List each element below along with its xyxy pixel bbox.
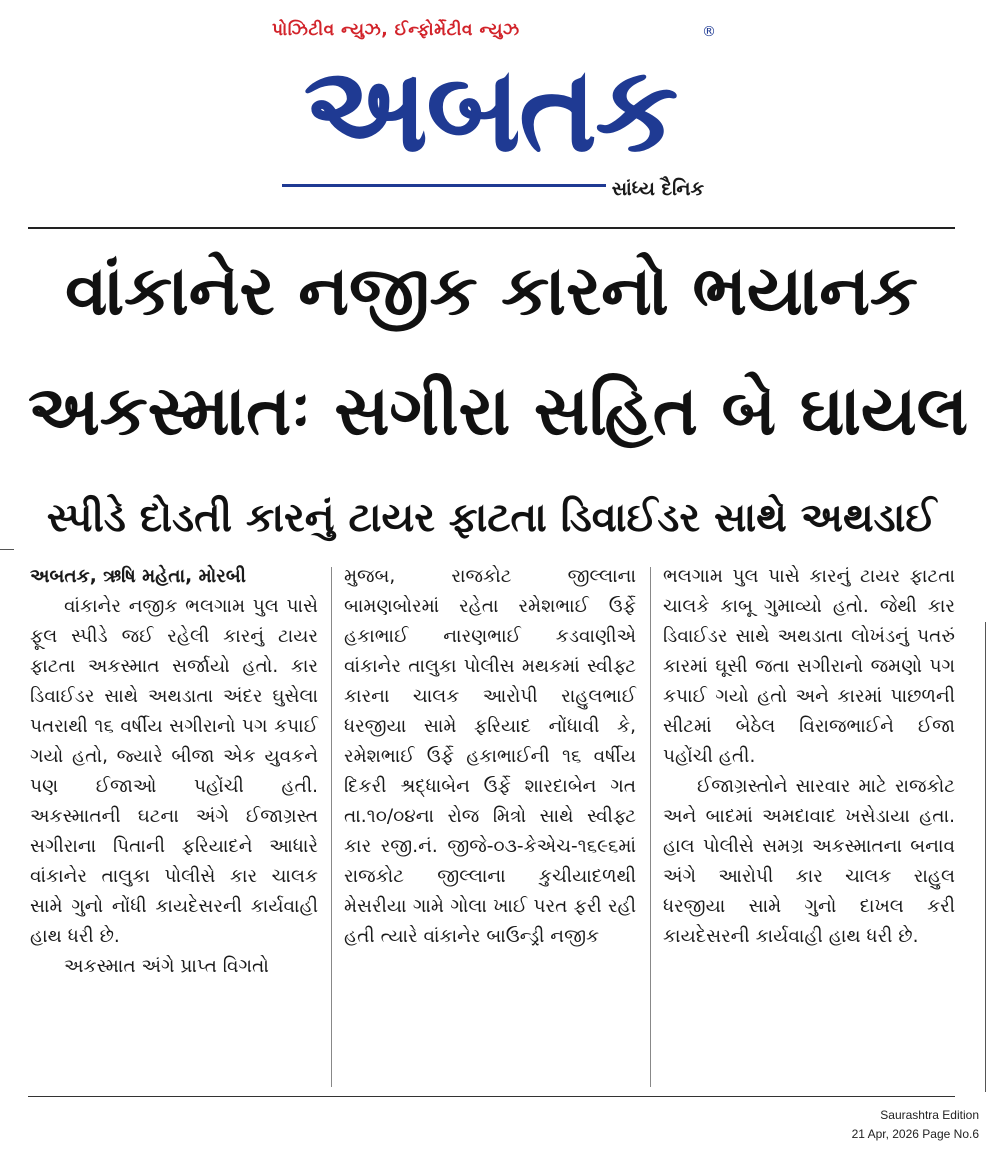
byline: અબતક, ઋષિ મહેતા, મોરબી (30, 566, 246, 587)
column-divider (650, 567, 651, 1087)
paragraph: અકસ્માત અંગે પ્રાપ્ત વિગતો (64, 956, 269, 977)
masthead-subtitle: સાંધ્ય દૈનિક (606, 178, 710, 200)
paragraph: વાંકાનેર નજીક ભલગામ પુલ પાસે ફૂલ સ્પીડે જઈ રહેલી કારનું ટાયર ફાટતા અકસ્માત સર્જાયો હતો. કાર ડિવાઈડર સાથે અથડાતા અંદર ઘુસેલા પતરાથી ૧૬ વર્ષીય સગીરાનો પગ કપાઈ ગયો હતો, જ્યારે બીજા એક યુવકને પણ ઈજાઓ પહોંચી હતી. અકસ્માતની ઘટના અંગે ઈજાગ્રસ્ત સગીરાના પિતાની ફરિયાદને આધારે વાંકાનેર તાલુકા પોલીસે કાર ચાલક સામે ગુનો નોંધી કાયદેસરની કાર્યવાહી હાથ ધરી છે. (30, 596, 318, 947)
newspaper-logo: અબતક (303, 40, 677, 178)
column-divider (331, 567, 332, 1087)
article-column-3 (663, 562, 955, 952)
footer-divider (28, 1096, 955, 1097)
paragraph: મુજબ, રાજકોટ જીલ્લાના બામણબોરમાં રહેતા રમેશભાઈ ઉર્ફે હકાભાઈ નારણભાઈ કડવાણીએ વાંકાનેર તાલુકા પોલીસ મથકમાં સ્વીફ્ટ કારના ચાલક આરોપી રાહુલભાઈ ધરજીયા સામે ફરિયાદ નોંધાવી કે, રમેશભાઈ ઉર્ફે હકાભાઈની ૧૬ વર્ષીય દિકરી શ્રદ્ધાબેન ઉર્ફે શારદાબેન ગત તા.૧૦/૦૪ના રોજ મિત્રો સાથે સ્વીફ્ટ કાર રજી.નં. જીજે-૦૩-કેએચ-૧૬૯૬માં રાજકોટ જીલ્લાના કુચીયાદળથી મેસરીયા ગામે ગોલા ખાઈ પરત ફરી રહી હતી ત્યારે વાંકાનેર બાઉન્ડ્રી નજીક (344, 566, 636, 947)
headline-line-2: અકસ્માતઃ સગીરા સહિત બે ઘાયલ (28, 372, 969, 451)
article-column-1 (30, 562, 318, 982)
masthead-tagline: પોઝિટીવ ન્યુઝ, ઈન્ફોર્મેટીવ ન્યુઝ (272, 20, 520, 40)
margin-crop-mark (0, 549, 14, 550)
edition-date-page: 21 Apr, 2026 Page No.6 (851, 1127, 979, 1141)
headline-line-1: વાંકાનેર નજીક કારનો ભયાનક (65, 252, 918, 331)
edition-name: Saurashtra Edition (880, 1108, 979, 1122)
header-divider (28, 227, 955, 229)
paragraph: ઈજાગ્રસ્તોને સારવાર માટે રાજકોટ અને બાદમાં અમદાવાદ ખસેડાયા હતા. હાલ પોલીસે સમગ્ર અકસ્માતના બનાવ અંગે આરોપી કાર ચાલક રાહુલ ધરજીયા સામે ગુનો દાખલ કરી કાયદેસરની કાર્યવાહી હાથ ધરી છે. (663, 776, 955, 947)
paragraph: ભલગામ પુલ પાસે કારનું ટાયર ફાટતા ચાલકે કાબૂ ગુમાવ્યો હતો. જેથી કાર ડિવાઈડર સાથે અથડાતા લોખંડનું પતરું કારમાં ઘૂસી જતા સગીરાનો જમણો પગ કપાઈ ગયો હતો અને કારમાં પાછળની સીટમાં બેઠેલ વિરાજભાઈને ઈજા પહોંચી હતી. (663, 566, 955, 767)
masthead (270, 18, 718, 203)
article-column-2 (344, 562, 636, 952)
registered-mark-icon: ® (702, 24, 716, 40)
margin-edge-line (985, 622, 986, 1092)
edition-info (852, 1106, 979, 1144)
subheadline: સ્પીડે દોડતી કારનું ટાયર ફાટતા ડિવાઈડર સાથે અથડાઈ (46, 495, 937, 541)
